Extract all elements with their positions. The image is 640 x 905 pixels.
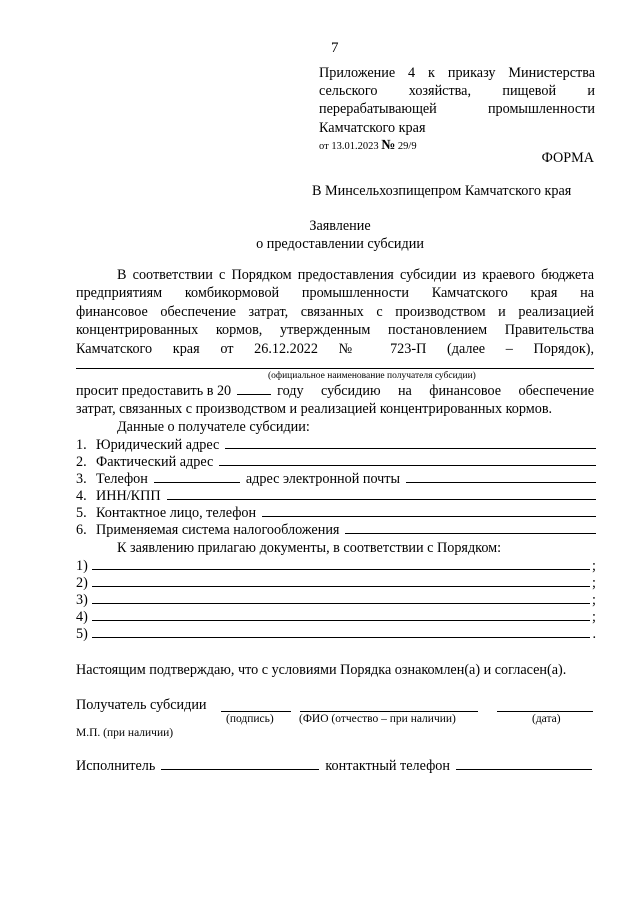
item-number: 1. [76,437,87,453]
recipient-item-inn-kpp [76,488,596,504]
date-caption: (дата) [532,713,561,725]
attachment-field[interactable] [92,620,590,621]
attachment-number: 2) [76,575,88,591]
intro-line: Камчатского края от 26.12.2022 № 723-П (далее – Порядок), [76,340,594,357]
appendix-date: 13.01.2023 [331,140,379,152]
appendix-number: 29/9 [397,140,417,152]
item-label: Фактический адрес [96,454,214,470]
item-number: 4. [76,488,87,504]
attachment-item [76,626,596,642]
recipient-item-phone-email [76,471,596,487]
appendix-line: сельского хозяйства, пищевой и [319,83,595,100]
appendix-date-prefix: от [319,140,329,152]
intro-line: финансовое обеспечение затрат, связанных с производством и реализацией [76,303,594,320]
recipient-item-actual-address [76,454,596,470]
executor-line [76,758,592,775]
document-title [0,218,640,253]
signature-label: Получатель субсидии [76,697,207,713]
item-label: Применяемая система налогообложения [96,522,340,538]
recipient-item-tax-system [76,522,596,538]
request-text-pre: просит предоставить в 20 [76,383,232,399]
name-caption: (ФИО (отчество – при наличии) [299,713,456,725]
signature-caption: (подпись) [226,713,274,725]
attachment-number: 4) [76,609,88,625]
attachment-end: ; [592,575,596,591]
recipient-item-legal-address [76,437,596,453]
attachment-item [76,592,596,608]
confirmation-text: Настоящим подтверждаю, что с условиями Порядка ознакомлен(а) и согласен(а). [76,662,567,678]
appendix-block [319,64,595,156]
intro-paragraph [76,266,594,358]
attachments-heading: К заявлению прилагаю документы, в соответствии с Порядком: [117,540,502,556]
executor-field[interactable] [161,769,319,770]
request-line-1 [76,383,594,400]
intro-line: концентрированных кормов, утвержденным постановлением Правительства [76,322,594,339]
recipient-data-heading: Данные о получателе субсидии: [117,419,310,435]
attachment-end: ; [592,609,596,625]
attachment-field[interactable] [92,637,590,638]
attachment-field[interactable] [92,586,590,587]
phone-field[interactable] [154,482,240,483]
year-field[interactable] [237,394,271,395]
tax-system-field[interactable] [345,533,596,534]
email-label: адрес электронной почты [245,471,401,487]
item-label: Телефон [96,471,148,487]
item-label: Контактное лицо, телефон [96,505,257,521]
attachment-number: 3) [76,592,88,608]
date-field[interactable] [497,711,593,712]
email-field[interactable] [406,482,596,483]
item-number: 2. [76,454,87,470]
attachment-end: ; [592,558,596,574]
request-text-post: году субсидию на финансовое обеспечение [277,383,594,399]
recipient-name-caption: (официальное наименование получателя субсидии) [268,371,476,381]
attachment-field[interactable] [92,569,590,570]
attachment-item [76,558,596,574]
appendix-line: Приложение 4 к приказу Министерства [319,65,595,81]
attachment-item [76,609,596,625]
name-field[interactable] [300,711,478,712]
attachment-item [76,575,596,591]
intro-line: предприятиям комбикормовой промышленности Камчатского края на [76,285,594,302]
executor-phone-label: контактный телефон [325,758,450,774]
executor-phone-field[interactable] [456,769,592,770]
actual-address-field[interactable] [219,465,596,466]
contact-field[interactable] [262,516,596,517]
inn-kpp-field[interactable] [167,499,596,500]
page-number: 7 [331,40,339,56]
item-number: 5. [76,505,87,521]
attachment-field[interactable] [92,603,590,604]
stamp-label: М.П. (при наличии) [76,727,174,739]
executor-label: Исполнитель [76,758,156,774]
attachment-end: ; [592,592,596,608]
signature-field[interactable] [221,711,291,712]
request-line-2: затрат, связанных с производством и реализацией концентрированных кормов. [76,401,553,417]
appendix-number-sign: № [381,137,396,153]
recipient-item-contact [76,505,596,521]
appendix-line: Камчатского края [319,119,426,136]
appendix-line: перерабатывающей промышленности [319,101,595,118]
recipient-name-line[interactable] [76,368,594,369]
title-line-1: Заявление [309,218,371,234]
form-label: ФОРМА [541,150,594,166]
attachment-number: 5) [76,626,88,642]
addressee: В Минсельхозпищепром Камчатского края [312,183,572,199]
attachment-end: . [592,626,596,642]
item-label: Юридический адрес [96,437,220,453]
legal-address-field[interactable] [225,448,596,449]
item-label: ИНН/КПП [96,488,161,504]
attachment-number: 1) [76,558,88,574]
title-line-2: о предоставлении субсидии [256,235,424,252]
intro-line: В соответствии с Порядком предоставления субсидии из краевого бюджета [117,267,594,283]
item-number: 6. [76,522,87,538]
item-number: 3. [76,471,87,487]
